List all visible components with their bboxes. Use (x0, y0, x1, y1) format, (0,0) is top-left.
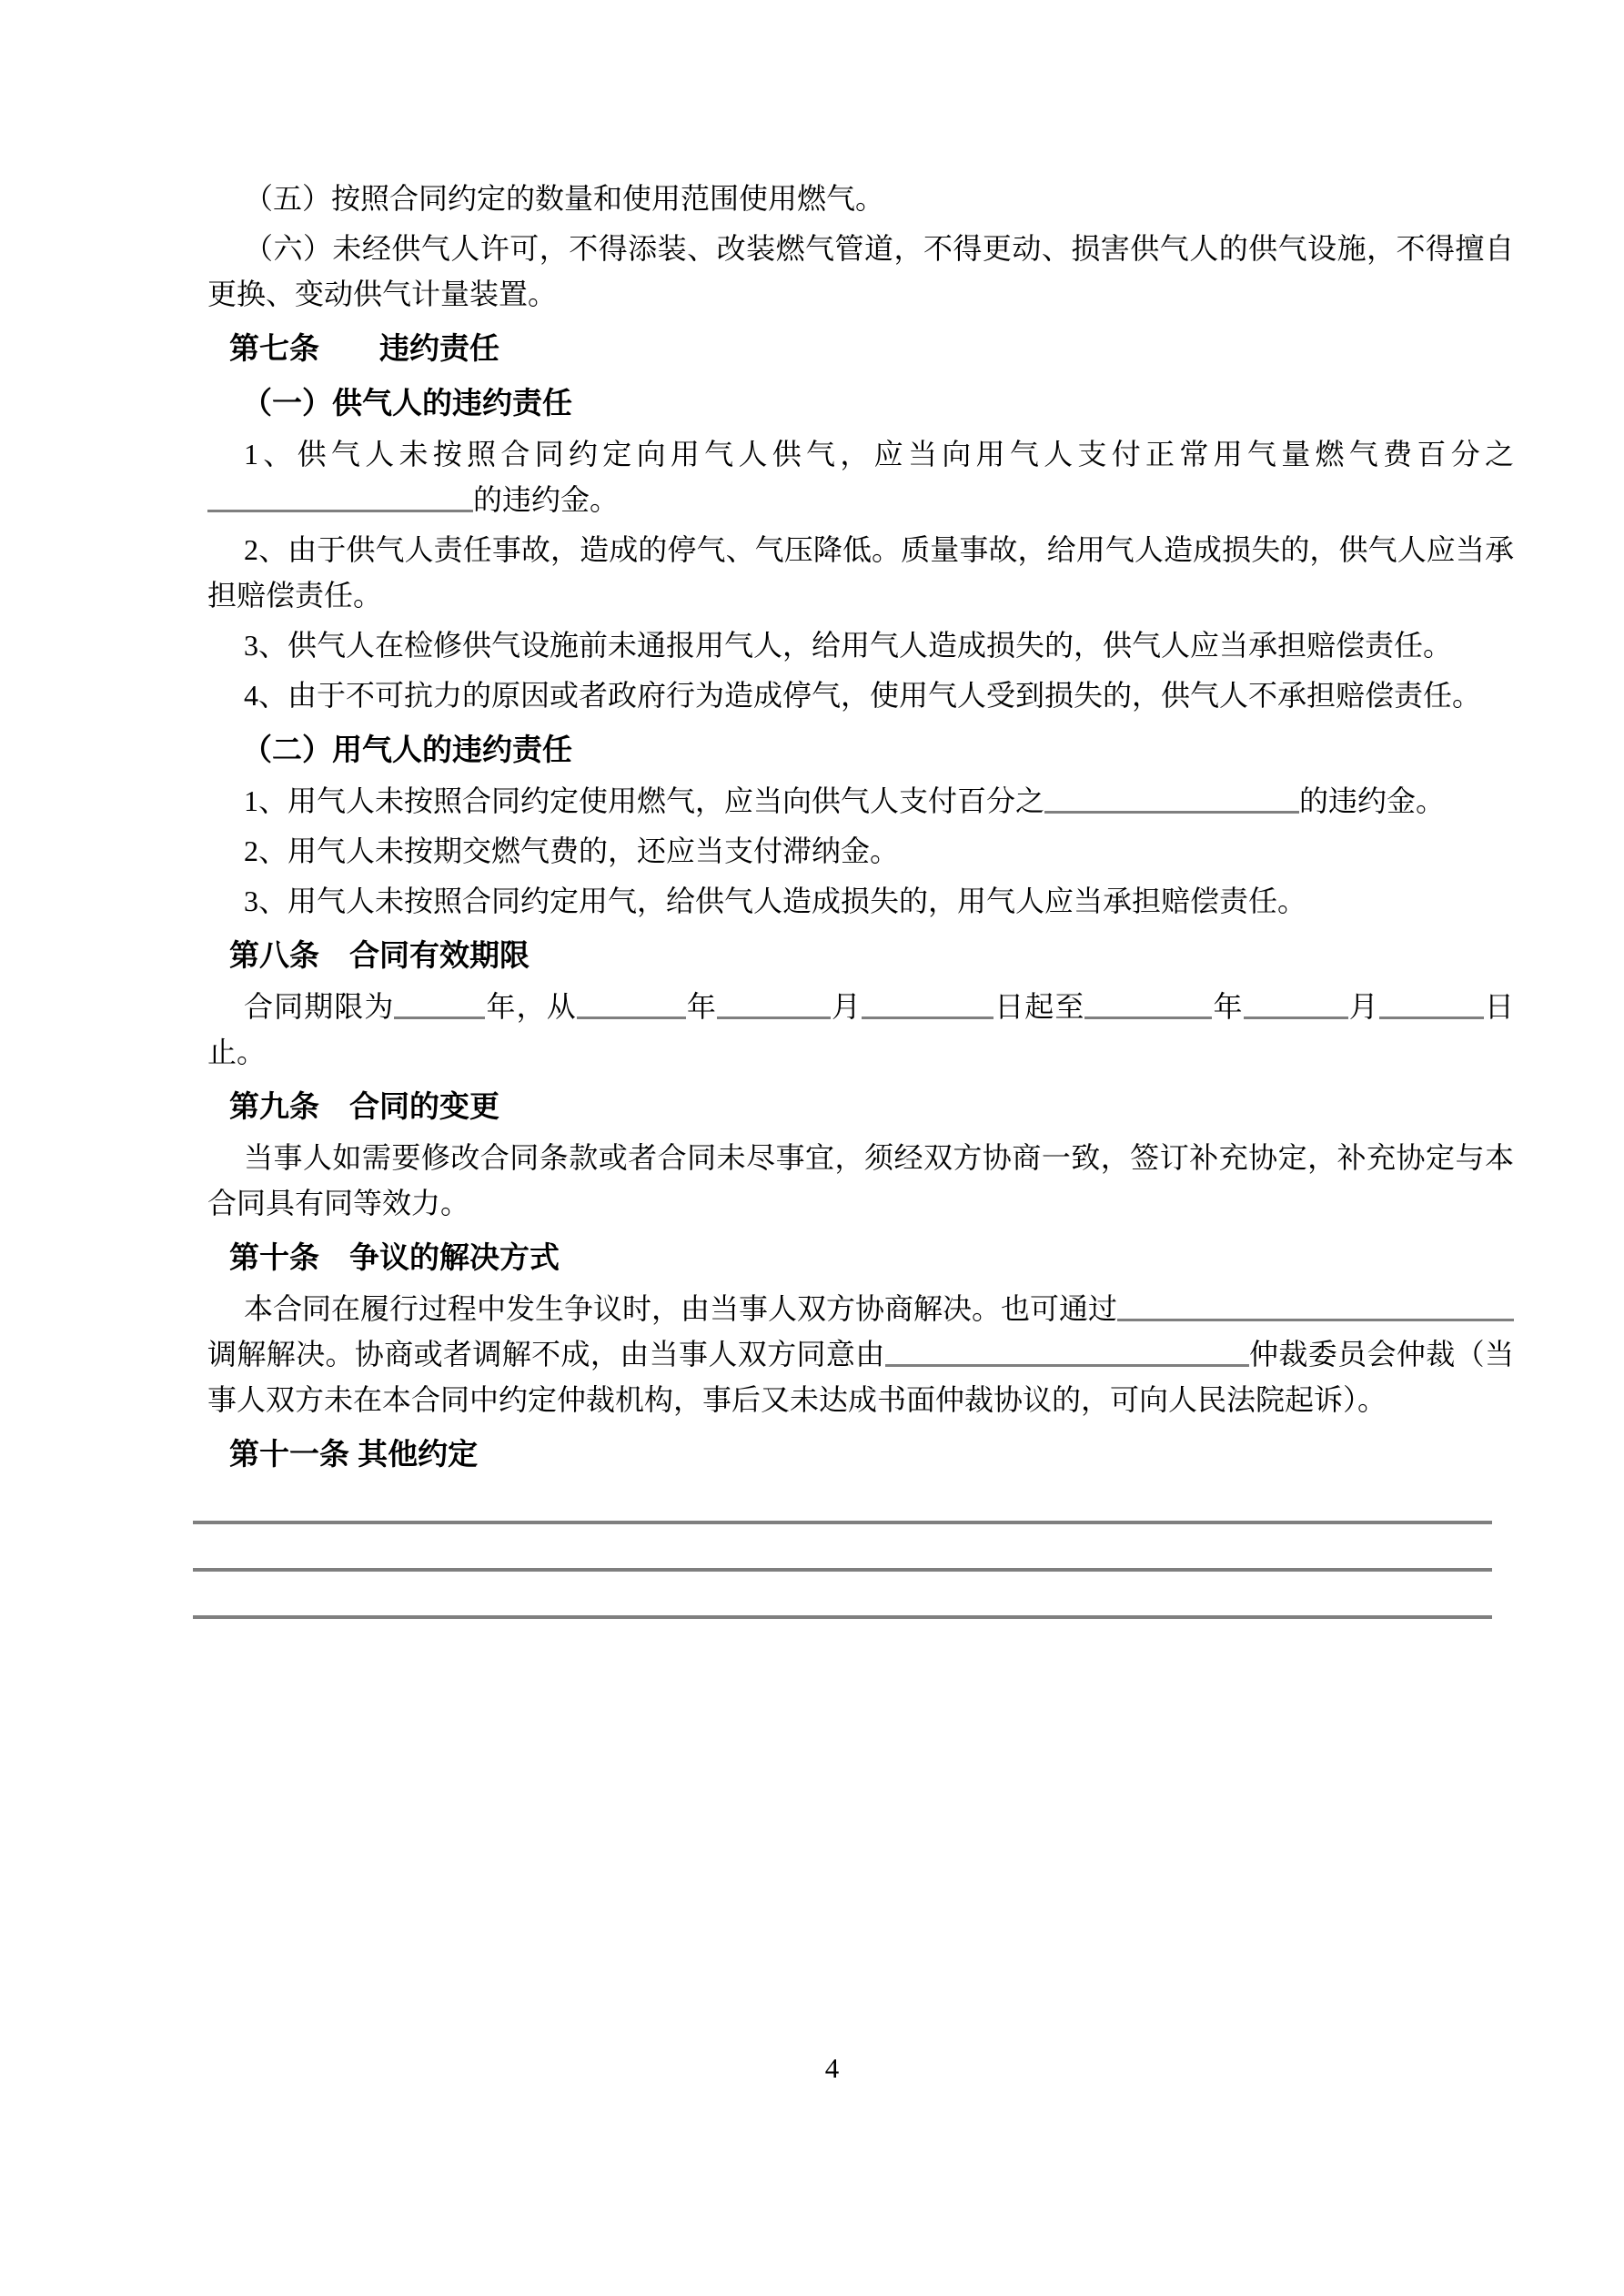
page-number: 4 (824, 2052, 840, 2084)
text-run: 年 (1212, 990, 1244, 1023)
section-heading (207, 326, 1514, 371)
text-run: 第九条 合同的变更 (229, 1089, 499, 1123)
text-run: 年，从 (485, 990, 577, 1023)
text-run: 调解解决。协商或者调解不成，由当事人双方同意由 (207, 1338, 885, 1371)
paragraph (207, 1286, 1514, 1422)
text-run: （六）未经供气人许可，不得添装、改装燃气管道，不得更动、损害供气人的供气设施，不得擅自更换、变动供气计量装置。 (207, 232, 1514, 310)
fill-in-blank (885, 1359, 1249, 1367)
paragraph (207, 878, 1514, 924)
text-run: 第十条 争议的解决方式 (229, 1240, 560, 1274)
fill-in-blank (717, 1011, 831, 1019)
paragraph (207, 622, 1514, 668)
text-run: （五）按照合同约定的数量和使用范围使用燃气。 (244, 182, 885, 215)
text-run: 月 (1347, 990, 1379, 1023)
text-run: 仲裁委员会仲裁（当事人双方未在本合同中约定仲裁机构，事后又未达成书面仲裁协议的，可向人民法院起诉）。 (207, 1338, 1514, 1416)
fill-in-blank (1084, 1011, 1212, 1019)
paragraph (207, 778, 1514, 824)
paragraph (207, 984, 1514, 1075)
section-heading (207, 380, 1514, 426)
text-run: 的违约金。 (473, 483, 620, 516)
text-run: 4、由于不可抗力的原因或者政府行为造成停气，使用气人受到损失的，供气人不承担赔偿责任。 (244, 679, 1482, 712)
text-run: 第七条 违约责任 (229, 331, 499, 365)
paragraph (207, 226, 1514, 317)
paragraph (207, 1135, 1514, 1226)
section-heading (207, 1235, 1514, 1280)
text-run: 2、用气人未按期交燃气费的，还应当支付滞纳金。 (244, 834, 900, 867)
section-heading (207, 727, 1514, 773)
text-run: 第十一条 其他约定 (229, 1437, 479, 1471)
fill-in-blank (1244, 1011, 1348, 1019)
paragraph (207, 673, 1514, 718)
fill-in-blank (862, 1011, 994, 1019)
blank-rule (193, 1615, 1492, 1619)
section-heading (207, 1431, 1514, 1477)
fill-in-blank (207, 504, 473, 512)
text-run: 2、由于供气人责任事故，造成的停气、气压降低。质量事故，给用气人造成损失的，供气人应当承担赔偿责任。 (207, 533, 1514, 612)
text-run: 合同期限为 (244, 990, 395, 1023)
text-run: 月 (830, 990, 862, 1023)
text-run: 1、用气人未按照合同约定使用燃气，应当向供气人支付百分之 (244, 784, 1045, 817)
text-run: 3、用气人未按照合同约定用气，给供气人造成损失的，用气人应当承担赔偿责任。 (244, 885, 1307, 917)
fill-in-blank (1044, 805, 1299, 814)
fill-in-blank (1117, 1313, 1514, 1321)
blank-rule (193, 1568, 1492, 1572)
text-run: 3、供气人在检修供气设施前未通报用气人，给用气人造成损失的，供气人应当承担赔偿责任。 (244, 629, 1453, 662)
contract-body (207, 171, 1514, 1619)
text-run: 日起至 (994, 990, 1085, 1023)
blank-rule (193, 1521, 1492, 1524)
paragraph (207, 527, 1514, 618)
section-heading (207, 933, 1514, 978)
paragraph (207, 176, 1514, 221)
fill-in-blank (1379, 1011, 1484, 1019)
text-run: 1、供气人未按照合同约定向用气人供气，应当向用气人支付正常用气量燃气费百分之 (244, 438, 1514, 470)
text-run: 本合同在履行过程中发生争议时，由当事人双方协商解决。也可通过 (244, 1292, 1118, 1325)
text-run: 第八条 合同有效期限 (229, 938, 530, 972)
text-run: 的违约金。 (1299, 784, 1446, 817)
paragraph (207, 828, 1514, 874)
text-run: 日止。 (207, 990, 1514, 1068)
text-run: （一）供气人的违约责任 (242, 386, 572, 420)
section-heading (207, 1084, 1514, 1129)
fill-in-blank (577, 1011, 686, 1019)
fill-in-blank (394, 1011, 485, 1019)
text-run: 当事人如需要修改合同条款或者合同未尽事宜，须经双方协商一致，签订补充协定，补充协定与本合同具有同等效力。 (207, 1141, 1514, 1219)
paragraph (207, 431, 1514, 522)
text-run: （二）用气人的违约责任 (242, 733, 572, 766)
text-run: 年 (685, 990, 717, 1023)
page-footer (0, 2050, 1624, 2087)
